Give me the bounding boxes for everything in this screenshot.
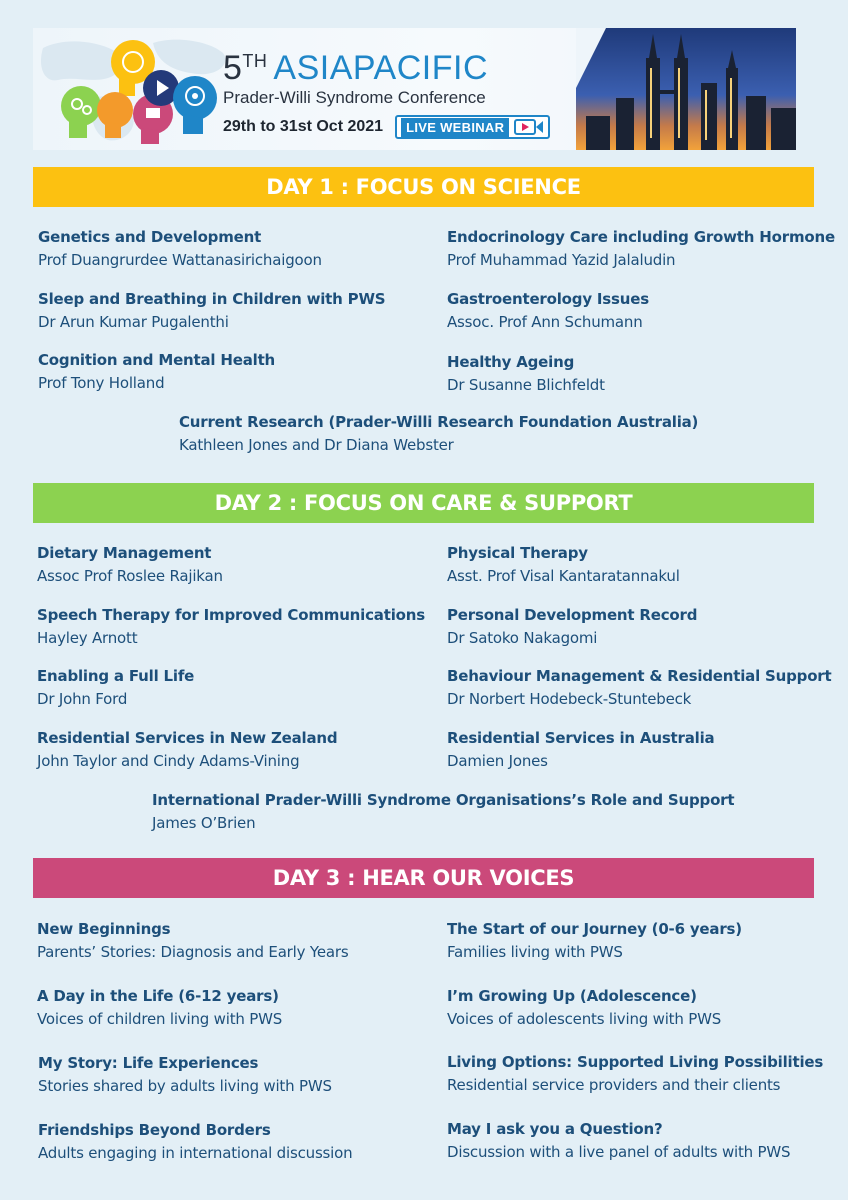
day3-session: [38, 1053, 332, 1096]
session-title: Sleep and Breathing in Children with PWS: [38, 290, 386, 308]
conference-dates: 29th to 31st Oct 2021: [223, 118, 384, 135]
session-speaker: Parents’ Stories: Diagnosis and Early Years: [37, 943, 349, 961]
session-speaker: Prof Muhammad Yazid Jalaludin: [447, 251, 676, 269]
session-speaker: Dr Susanne Blichfeldt: [447, 376, 605, 394]
session-title: Behaviour Management & Residential Support: [447, 667, 832, 685]
day3-session: [447, 1052, 823, 1095]
conference-title: [223, 44, 563, 85]
day1-session: [179, 412, 698, 455]
title-pacific: PACIFIC: [352, 49, 489, 87]
session-speaker: Hayley Arnott: [37, 629, 138, 647]
day3-header: DAY 3 : HEAR OUR VOICES: [33, 858, 814, 898]
session-speaker: Residential service providers and their clients: [447, 1076, 781, 1094]
session-title: Speech Therapy for Improved Communications: [37, 606, 425, 624]
head-icon-green: [61, 86, 101, 138]
session-title: Dietary Management: [37, 544, 212, 562]
title-asia: ASIA: [273, 49, 353, 87]
session-speaker: Adults engaging in international discussion: [38, 1144, 353, 1162]
conference-banner: [33, 28, 796, 150]
day1-session: [38, 350, 275, 393]
session-title: Residential Services in New Zealand: [37, 729, 338, 747]
title-ordinal-number: 5: [223, 49, 243, 87]
head-icon-orange: [97, 92, 133, 138]
session-title: Personal Development Record: [447, 606, 698, 624]
day3-session: [447, 986, 721, 1029]
day3-session: [37, 919, 348, 962]
session-title: Residential Services in Australia: [447, 729, 715, 747]
day3-session: [447, 919, 742, 962]
day2-session: [447, 666, 831, 709]
day2-session: [37, 666, 194, 709]
day1-session: [38, 289, 385, 332]
session-title: Gastroenterology Issues: [447, 290, 649, 308]
day2-session: [447, 605, 697, 648]
session-title: Enabling a Full Life: [37, 667, 195, 685]
session-speaker: John Taylor and Cindy Adams-Vining: [37, 752, 300, 770]
session-title: The Start of our Journey (0-6 years): [447, 920, 742, 938]
session-speaker: Dr Satoko Nakagomi: [447, 629, 598, 647]
day3-session: [37, 986, 282, 1029]
day2-session: [37, 543, 223, 586]
session-speaker: Dr Arun Kumar Pugalenthi: [38, 313, 229, 331]
session-title: I’m Growing Up (Adolescence): [447, 987, 697, 1005]
day1-session: [447, 352, 605, 395]
people-heads-icon: [53, 34, 233, 146]
session-speaker: Damien Jones: [447, 752, 548, 770]
session-speaker: Voices of children living with PWS: [37, 1010, 283, 1028]
session-title: A Day in the Life (6-12 years): [37, 987, 279, 1005]
session-title: Genetics and Development: [38, 228, 262, 246]
video-camera-play-icon: [514, 118, 544, 136]
session-speaker: Dr John Ford: [37, 690, 128, 708]
day3-session: [38, 1120, 352, 1163]
session-title: Friendships Beyond Borders: [38, 1121, 271, 1139]
day2-session: [37, 728, 337, 771]
session-title: Physical Therapy: [447, 544, 588, 562]
day3-session: [447, 1119, 790, 1162]
session-speaker: Kathleen Jones and Dr Diana Webster: [179, 436, 454, 454]
day2-session: [152, 790, 734, 833]
session-title: New Beginnings: [37, 920, 171, 938]
session-speaker: Discussion with a live panel of adults with PWS: [447, 1143, 791, 1161]
date-row: [223, 115, 563, 139]
head-icon-blue: [173, 76, 217, 134]
conference-title-block: [223, 44, 563, 139]
day1-header: DAY 1 : FOCUS ON SCIENCE: [33, 167, 814, 207]
title-ordinal-suffix: TH: [242, 51, 268, 71]
session-title: My Story: Life Experiences: [38, 1054, 259, 1072]
live-webinar-badge: [395, 115, 550, 139]
session-title: Healthy Ageing: [447, 353, 575, 371]
session-speaker: Dr Norbert Hodebeck-Stuntebeck: [447, 690, 692, 708]
city-skyline-photo: [576, 28, 796, 150]
session-speaker: Voices of adolescents living with PWS: [447, 1010, 722, 1028]
session-title: Endocrinology Care including Growth Hormone: [447, 228, 835, 246]
day2-session: [447, 728, 714, 771]
session-title: May I ask you a Question?: [447, 1120, 663, 1138]
session-speaker: Prof Duangrurdee Wattanasirichaigoon: [38, 251, 322, 269]
session-title: International Prader-Willi Syndrome Organisations’s Role and Support: [152, 791, 735, 809]
day2-header: DAY 2 : FOCUS ON CARE & SUPPORT: [33, 483, 814, 523]
day1-session: [447, 289, 649, 332]
session-title: Cognition and Mental Health: [38, 351, 276, 369]
day1-session: [447, 227, 835, 270]
session-speaker: Prof Tony Holland: [38, 374, 165, 392]
session-title: Living Options: Supported Living Possibilities: [447, 1053, 824, 1071]
session-speaker: Stories shared by adults living with PWS: [38, 1077, 332, 1095]
conference-subtitle: Prader-Willi Syndrome Conference: [223, 88, 486, 107]
webinar-label: LIVE WEBINAR: [401, 118, 509, 137]
session-speaker: Assoc. Prof Ann Schumann: [447, 313, 643, 331]
session-speaker: Assoc Prof Roslee Rajikan: [37, 567, 223, 585]
day1-session: [38, 227, 322, 270]
session-speaker: Asst. Prof Visal Kantaratannakul: [447, 567, 680, 585]
session-speaker: James O’Brien: [152, 814, 256, 832]
session-title: Current Research (Prader-Willi Research Foundation Australia): [179, 413, 699, 431]
day2-session: [37, 605, 425, 648]
session-speaker: Families living with PWS: [447, 943, 623, 961]
day2-session: [447, 543, 680, 586]
